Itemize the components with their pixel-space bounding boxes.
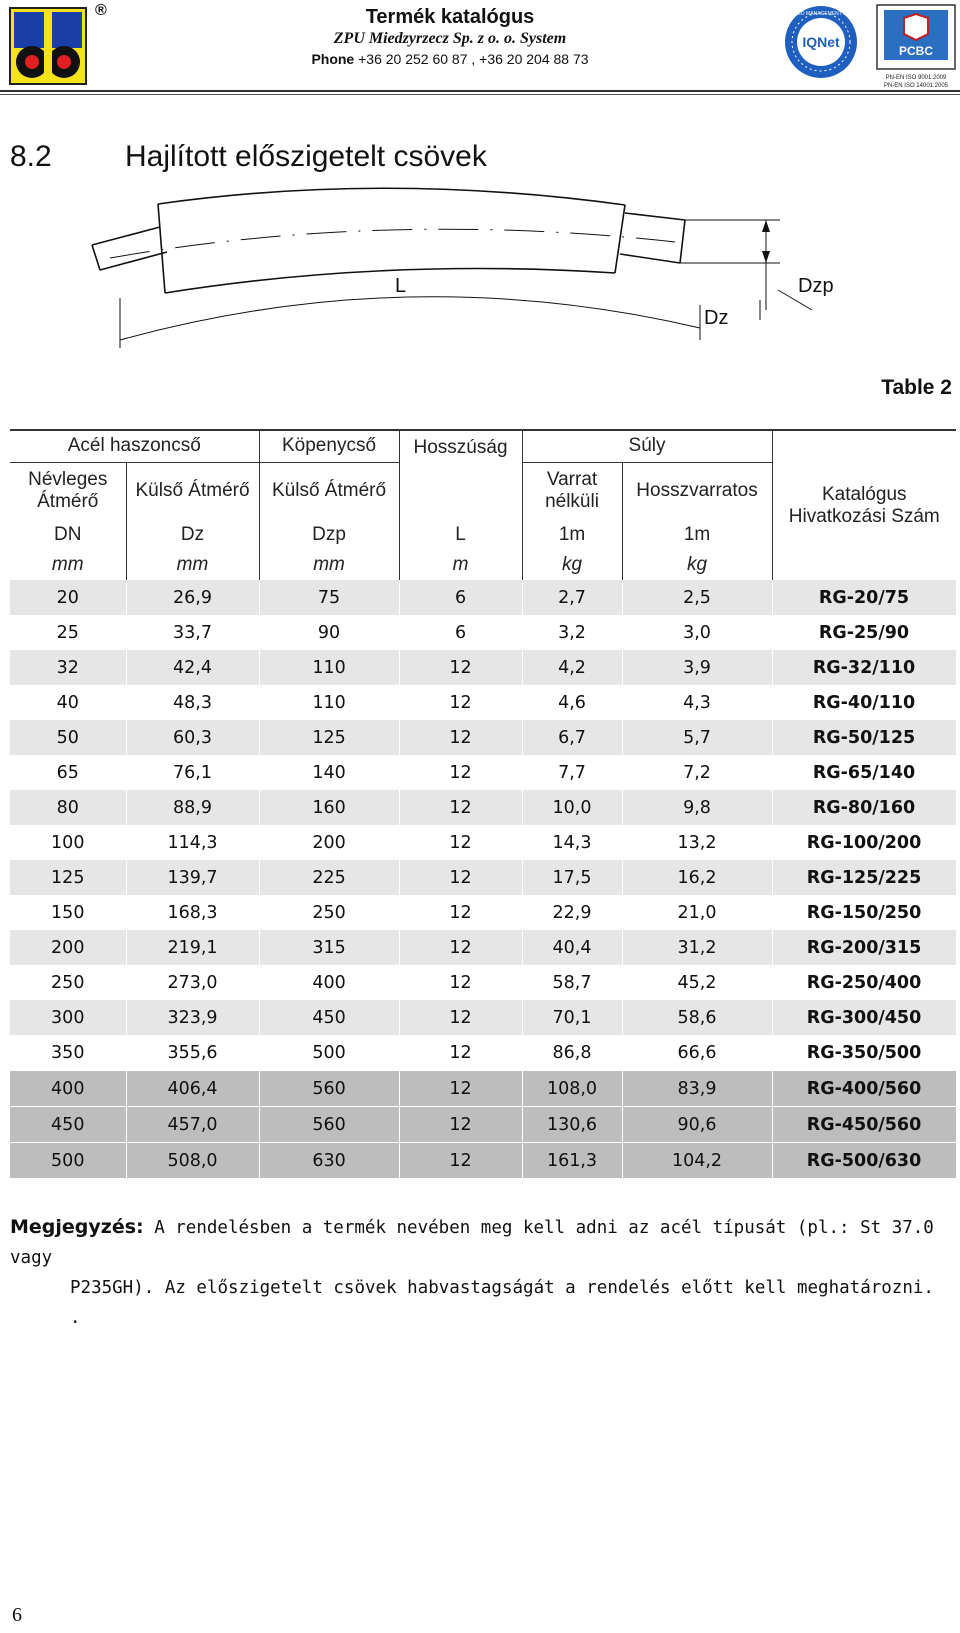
symbol-dn: DN	[10, 520, 126, 550]
cell-weight-longitudinal: 7,2	[622, 755, 772, 790]
cell-catalog-code: RG-40/110	[772, 685, 956, 720]
cell-dzp: 140	[259, 755, 399, 790]
cell-weight-seamless: 10,0	[522, 790, 622, 825]
table-row	[10, 1035, 956, 1071]
cell-length: 12	[399, 930, 522, 965]
unit-weight-longitudinal: kg	[622, 550, 772, 580]
unit-dz: mm	[126, 550, 259, 580]
registered-mark: ®	[95, 2, 107, 19]
section-title-text: Hajlított előszigetelt csövek	[125, 140, 487, 173]
cell-length: 12	[399, 685, 522, 720]
cell-dn: 65	[10, 755, 126, 790]
table-row	[10, 860, 956, 895]
page-header	[0, 0, 960, 95]
cell-dn: 500	[10, 1143, 126, 1179]
symbol-weight-longitudinal: 1m	[622, 520, 772, 550]
cell-dzp: 630	[259, 1143, 399, 1179]
cell-dz: 139,7	[126, 860, 259, 895]
cell-weight-seamless: 86,8	[522, 1035, 622, 1071]
cell-dn: 80	[10, 790, 126, 825]
cell-length: 12	[399, 720, 522, 755]
bent-pipe-drawing	[80, 180, 960, 360]
cell-catalog-code: RG-20/75	[772, 580, 956, 615]
cell-catalog-code: RG-80/160	[772, 790, 956, 825]
cell-dn: 40	[10, 685, 126, 720]
cell-dz: 76,1	[126, 755, 259, 790]
cell-length: 12	[399, 1143, 522, 1179]
table-row	[10, 720, 956, 755]
cell-weight-seamless: 17,5	[522, 860, 622, 895]
cell-dn: 100	[10, 825, 126, 860]
cell-dzp: 450	[259, 1000, 399, 1035]
iqnet-certification-logo	[778, 4, 864, 80]
iqnet-text: IQNet	[802, 34, 840, 50]
cell-dn: 400	[10, 1071, 126, 1107]
cell-weight-longitudinal: 13,2	[622, 825, 772, 860]
cell-catalog-code: RG-150/250	[772, 895, 956, 930]
cell-length: 12	[399, 755, 522, 790]
phone-label: Phone	[311, 51, 355, 67]
symbol-dzp: Dzp	[259, 520, 399, 550]
cell-length: 12	[399, 790, 522, 825]
header-catalog-ref: Katalógus Hivatkozási Szám	[772, 430, 956, 580]
cell-dzp: 75	[259, 580, 399, 615]
cell-weight-longitudinal: 31,2	[622, 930, 772, 965]
pcbc-certification-logo	[876, 4, 956, 90]
cell-weight-longitudinal: 3,0	[622, 615, 772, 650]
cell-weight-longitudinal: 3,9	[622, 650, 772, 685]
cell-length: 6	[399, 615, 522, 650]
header-casing-pipe: Köpenycső	[259, 430, 399, 462]
cell-catalog-code: RG-65/140	[772, 755, 956, 790]
cell-dzp: 560	[259, 1107, 399, 1143]
cell-dn: 25	[10, 615, 126, 650]
symbol-dz: Dz	[126, 520, 259, 550]
catalog-title: Termék katalógus	[365, 6, 535, 28]
table-row	[10, 965, 956, 1000]
cell-dz: 323,9	[126, 1000, 259, 1035]
cell-catalog-code: RG-350/500	[772, 1035, 956, 1071]
cell-length: 12	[399, 965, 522, 1000]
header-divider-thin	[0, 94, 960, 95]
header-outer-diameter-casing: Külső Átmérő	[259, 462, 399, 520]
cell-weight-seamless: 3,2	[522, 615, 622, 650]
cell-dz: 406,4	[126, 1071, 259, 1107]
cell-length: 12	[399, 1107, 522, 1143]
table-row	[10, 580, 956, 615]
company-name: ZPU Miedzyrzecz Sp. z o. o. System	[333, 30, 567, 47]
pcbc-text: PCBC	[898, 44, 934, 58]
cell-weight-longitudinal: 9,8	[622, 790, 772, 825]
cell-catalog-code: RG-400/560	[772, 1071, 956, 1107]
cell-weight-seamless: 22,9	[522, 895, 622, 930]
pcbc-standard-1: PN-EN ISO 9001:2009	[885, 75, 947, 81]
cell-catalog-code: RG-500/630	[772, 1143, 956, 1179]
cell-length: 12	[399, 825, 522, 860]
cell-catalog-code: RG-50/125	[772, 720, 956, 755]
cell-dzp: 560	[259, 1071, 399, 1107]
table-row	[10, 1071, 956, 1107]
note-line-1: A rendelésben a termék nevében meg kell adni az acél típusát (pl.: St 37.0 vagy	[10, 1218, 934, 1268]
cell-dzp: 110	[259, 650, 399, 685]
unit-dzp: mm	[259, 550, 399, 580]
cell-dzp: 125	[259, 720, 399, 755]
cell-weight-longitudinal: 21,0	[622, 895, 772, 930]
iqnet-ring-text: CERTIFIED MANAGEMENT SYSTEM	[778, 11, 864, 17]
cell-weight-longitudinal: 104,2	[622, 1143, 772, 1179]
cell-length: 12	[399, 1035, 522, 1071]
cell-dz: 42,4	[126, 650, 259, 685]
cell-dn: 32	[10, 650, 126, 685]
cell-length: 12	[399, 1071, 522, 1107]
unit-weight-seamless: kg	[522, 550, 622, 580]
cell-weight-seamless: 2,7	[522, 580, 622, 615]
cell-weight-longitudinal: 58,6	[622, 1000, 772, 1035]
table-row	[10, 1107, 956, 1143]
note-line-2: P235GH). Az előszigetelt csövek habvastagságát a rendelés előtt kell meghatározni. .	[70, 1278, 934, 1328]
cell-dz: 219,1	[126, 930, 259, 965]
cell-weight-seamless: 7,7	[522, 755, 622, 790]
cell-dzp: 400	[259, 965, 399, 1000]
header-outer-diameter-steel: Külső Átmérő	[126, 462, 259, 520]
cell-weight-seamless: 4,2	[522, 650, 622, 685]
cell-dn: 250	[10, 965, 126, 1000]
cell-catalog-code: RG-200/315	[772, 930, 956, 965]
table-row	[10, 650, 956, 685]
drawing-label-l: L	[395, 275, 407, 297]
section-number: 8.2	[10, 140, 52, 173]
cell-weight-seamless: 14,3	[522, 825, 622, 860]
table-row	[10, 930, 956, 965]
header-weight: Súly	[522, 430, 772, 462]
pcbc-standard-2: PN-EN ISO 14001:2005	[883, 83, 949, 89]
cell-length: 12	[399, 860, 522, 895]
cell-weight-seamless: 108,0	[522, 1071, 622, 1107]
cell-dz: 355,6	[126, 1035, 259, 1071]
table-row	[10, 825, 956, 860]
cell-dz: 60,3	[126, 720, 259, 755]
catalog-table	[10, 429, 957, 1178]
table-row	[10, 895, 956, 930]
cell-dz: 508,0	[126, 1143, 259, 1179]
cell-weight-longitudinal: 66,6	[622, 1035, 772, 1071]
cell-catalog-code: RG-125/225	[772, 860, 956, 895]
header-longitudinal: Hosszvarratos	[622, 462, 772, 520]
cell-catalog-code: RG-450/560	[772, 1107, 956, 1143]
cell-weight-longitudinal: 45,2	[622, 965, 772, 1000]
drawing-label-dz: Dz	[704, 307, 729, 329]
cell-dz: 457,0	[126, 1107, 259, 1143]
cell-dn: 300	[10, 1000, 126, 1035]
cell-dn: 450	[10, 1107, 126, 1143]
cell-dz: 48,3	[126, 685, 259, 720]
page-number: 6	[12, 1604, 22, 1626]
unit-dn: mm	[10, 550, 126, 580]
cell-dz: 273,0	[126, 965, 259, 1000]
cell-weight-seamless: 6,7	[522, 720, 622, 755]
cell-dn: 20	[10, 580, 126, 615]
cell-weight-longitudinal: 2,5	[622, 580, 772, 615]
cell-dzp: 250	[259, 895, 399, 930]
cell-catalog-code: RG-100/200	[772, 825, 956, 860]
cell-length: 6	[399, 580, 522, 615]
symbol-weight-seamless: 1m	[522, 520, 622, 550]
header-seamless: Varrat nélküli	[522, 462, 622, 520]
cell-dzp: 110	[259, 685, 399, 720]
cell-dzp: 315	[259, 930, 399, 965]
cell-catalog-code: RG-32/110	[772, 650, 956, 685]
cell-dn: 150	[10, 895, 126, 930]
cell-weight-seamless: 161,3	[522, 1143, 622, 1179]
cell-dn: 200	[10, 930, 126, 965]
header-steel-pipe: Acél haszoncső	[10, 430, 259, 462]
drawing-label-dzp: Dzp	[798, 275, 834, 297]
symbol-l: L	[399, 520, 522, 550]
phone-numbers: +36 20 252 60 87 , +36 20 204 88 73	[358, 51, 589, 67]
cell-weight-seamless: 70,1	[522, 1000, 622, 1035]
cell-length: 12	[399, 650, 522, 685]
cell-dn: 125	[10, 860, 126, 895]
header-divider	[0, 90, 960, 92]
table-row	[10, 1143, 956, 1179]
cell-weight-longitudinal: 5,7	[622, 720, 772, 755]
cell-weight-seamless: 40,4	[522, 930, 622, 965]
section-title	[10, 140, 487, 174]
cell-catalog-code: RG-300/450	[772, 1000, 956, 1035]
cell-dzp: 500	[259, 1035, 399, 1071]
cell-weight-seamless: 130,6	[522, 1107, 622, 1143]
table-row	[10, 755, 956, 790]
table-row	[10, 685, 956, 720]
cell-length: 12	[399, 1000, 522, 1035]
table-label: Table 2	[881, 376, 952, 399]
phone-line	[0, 51, 900, 67]
cell-catalog-code: RG-250/400	[772, 965, 956, 1000]
cell-dz: 168,3	[126, 895, 259, 930]
cell-catalog-code: RG-25/90	[772, 615, 956, 650]
table-row	[10, 1000, 956, 1035]
cell-length: 12	[399, 895, 522, 930]
table-row	[10, 790, 956, 825]
cell-dzp: 160	[259, 790, 399, 825]
cell-dzp: 90	[259, 615, 399, 650]
header-length: Hosszúság	[399, 430, 522, 520]
cell-dz: 26,9	[126, 580, 259, 615]
cell-weight-seamless: 58,7	[522, 965, 622, 1000]
cell-weight-longitudinal: 90,6	[622, 1107, 772, 1143]
cell-dz: 33,7	[126, 615, 259, 650]
unit-l: m	[399, 550, 522, 580]
cell-dn: 50	[10, 720, 126, 755]
cell-dzp: 200	[259, 825, 399, 860]
order-note	[10, 1212, 950, 1333]
cell-dn: 350	[10, 1035, 126, 1071]
cell-weight-longitudinal: 4,3	[622, 685, 772, 720]
cell-weight-longitudinal: 83,9	[622, 1071, 772, 1107]
cell-weight-seamless: 4,6	[522, 685, 622, 720]
cell-dz: 88,9	[126, 790, 259, 825]
cell-dz: 114,3	[126, 825, 259, 860]
cell-weight-longitudinal: 16,2	[622, 860, 772, 895]
note-label: Megjegyzés:	[10, 1216, 144, 1238]
table-row	[10, 615, 956, 650]
cell-dzp: 225	[259, 860, 399, 895]
header-nominal-diameter: Névleges Átmérő	[10, 462, 126, 520]
